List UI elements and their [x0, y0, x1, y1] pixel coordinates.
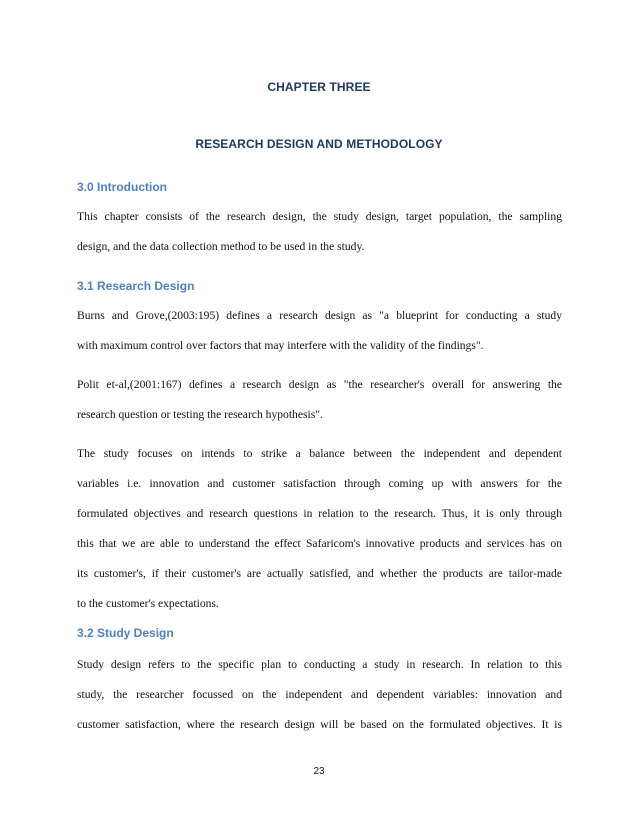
paragraph-line: to the customer's expectations.: [77, 597, 219, 610]
paragraph-line: study, the researcher focussed on the independent and dependent variables: innovation and: [77, 688, 562, 701]
paragraph-line: with maximum control over factors that may interfere with the validity of the findings".: [77, 339, 484, 352]
paragraph-line: design, and the data collection method to be used in the study.: [77, 240, 365, 253]
introduction-paragraph: [77, 202, 562, 262]
page-number: 23: [313, 766, 325, 777]
paragraph-line: its customer's, if their customer's are actually satisfied, and whether the products are tailor-made: [77, 567, 562, 580]
research-design-paragraph-3: [77, 439, 562, 619]
paragraph-line: this that we are able to understand the effect Safaricom's innovative products and services has on: [77, 537, 562, 550]
paragraph-line: The study focuses on intends to strike a balance between the independent and dependent: [77, 447, 562, 460]
paragraph-line: Study design refers to the specific plan to conducting a study in research. In relation to this: [77, 658, 562, 671]
paragraph-line: Polit et-al,(2001:167) defines a research design as "the researcher's overall for answering the: [77, 378, 562, 391]
paragraph-line: customer satisfaction, where the research design will be based on the formulated objectives. It is: [77, 718, 562, 731]
paragraph-line: Burns and Grove,(2003:195) defines a research design as "a blueprint for conducting a study: [77, 309, 562, 322]
section-heading-research-design: 3.1 Research Design: [77, 279, 195, 293]
research-design-paragraph-2: [77, 370, 562, 430]
paragraph-line: formulated objectives and research questions in relation to the research. Thus, it is only through: [77, 507, 562, 520]
paragraph-line: research question or testing the research hypothesis".: [77, 408, 323, 421]
research-design-paragraph-1: [77, 301, 562, 361]
chapter-subtitle: RESEARCH DESIGN AND METHODOLOGY: [195, 137, 443, 151]
chapter-title: CHAPTER THREE: [267, 80, 371, 94]
paragraph-line: This chapter consists of the research design, the study design, target population, the sampling: [77, 210, 562, 223]
section-heading-study-design: 3.2 Study Design: [77, 626, 174, 640]
section-heading-introduction: 3.0 Introduction: [77, 180, 167, 194]
study-design-paragraph: [77, 650, 562, 740]
paragraph-line: variables i.e. innovation and customer satisfaction through coming up with answers for the: [77, 477, 562, 490]
